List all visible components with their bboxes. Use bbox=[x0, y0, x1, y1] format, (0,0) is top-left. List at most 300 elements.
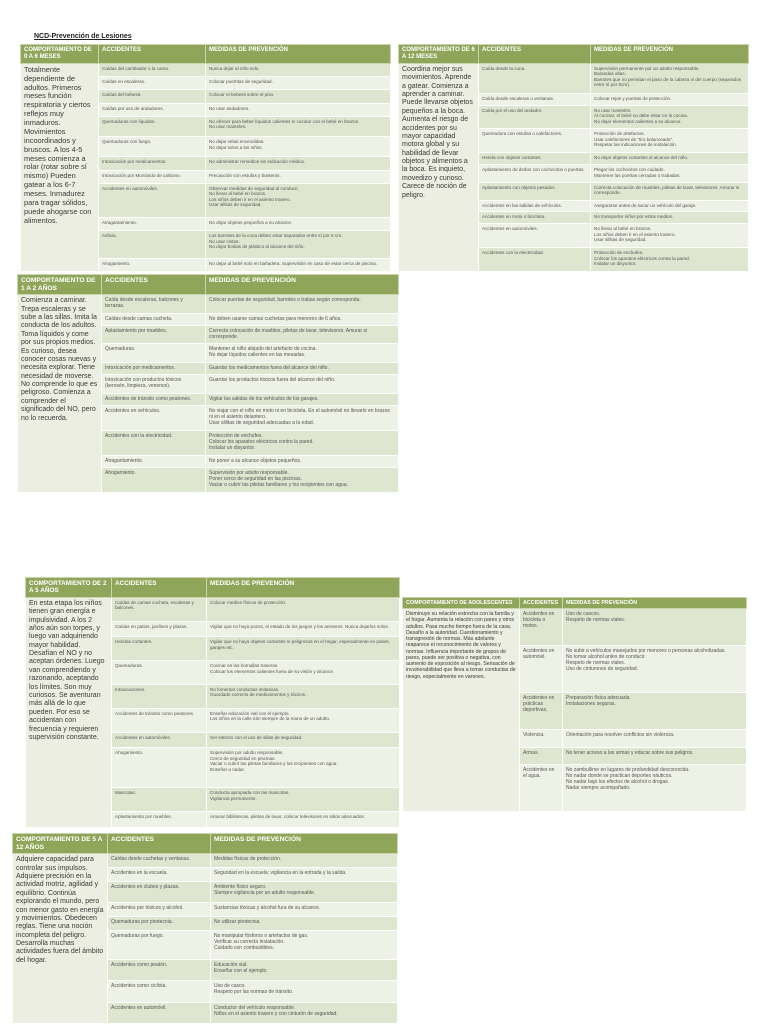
accident-cell bbox=[99, 137, 206, 157]
accident-cell bbox=[102, 467, 206, 492]
behavior-column-header: COMPORTAMIENTO DE 5 A 12 AÑOS bbox=[13, 834, 108, 854]
prevention-column-header: MEDIDAS DE PREVENCIÓN bbox=[591, 45, 749, 64]
prevention-line: Poner cerco de seguridad en las piscinas. bbox=[209, 475, 302, 482]
accident-text: Quemaduras. bbox=[115, 663, 143, 669]
prevention-line: No dejar al bebé solo en bañadera. Supervisión en caso de estar cerca de piscina. bbox=[209, 260, 378, 266]
accident-text: Herida con objetos cortantes. bbox=[482, 155, 542, 161]
accident-cell bbox=[108, 903, 211, 917]
prevention-cell bbox=[591, 129, 749, 153]
prevention-cell bbox=[211, 917, 398, 931]
prevention-line: Preparación física adecuada. bbox=[566, 694, 631, 701]
prevention-line: No nadar bajo los efectos de alcohol o drogas. bbox=[566, 779, 670, 786]
accident-cell bbox=[479, 165, 591, 183]
accident-cell bbox=[520, 765, 563, 812]
accident-cell bbox=[112, 812, 207, 828]
accident-cell bbox=[479, 153, 591, 165]
accident-cell bbox=[112, 748, 207, 788]
behavior-column-header: COMPORTAMIENTO DE 0 A 6 MESES bbox=[21, 45, 99, 64]
prevention-cell bbox=[206, 325, 399, 344]
accident-cell bbox=[479, 182, 591, 200]
accident-text: Caídas desde cuchetas y ventanas. bbox=[111, 856, 191, 863]
prevention-line: Colocar puertitas de seguridad. bbox=[209, 79, 273, 85]
prevention-line: No usar manteles. bbox=[594, 107, 632, 113]
accident-text: Accidentes en moto o bicicleta. bbox=[482, 214, 546, 220]
prevention-column-header: MEDIDAS DE PREVENCIÓN bbox=[206, 45, 391, 64]
prevention-line: Vigilancia permanente. bbox=[210, 795, 257, 801]
prevention-line: No llevar al bebé en brazos. bbox=[209, 191, 267, 197]
accident-cell bbox=[108, 1002, 211, 1023]
prevention-line: Guardar los productos tóxicos fuera del alcance del niño. bbox=[209, 376, 336, 383]
prevention-line: Usar sillitas de seguridad. bbox=[594, 237, 647, 243]
accident-text: Intoxicación por medicamentos. bbox=[102, 159, 167, 165]
accident-cell bbox=[99, 157, 206, 170]
table-row bbox=[13, 854, 398, 868]
accident-cell bbox=[479, 93, 591, 105]
prevention-line: Nadar siempre acompañado. bbox=[566, 785, 631, 792]
prevention-cell bbox=[211, 1002, 398, 1023]
prevention-line: Colocar los elementos calientes fuera de su visión y alcance. bbox=[210, 668, 335, 674]
header-row bbox=[21, 45, 391, 64]
accident-cell bbox=[99, 170, 206, 183]
prevention-cell bbox=[207, 621, 400, 637]
accident-cell bbox=[112, 621, 207, 637]
prevention-line: Cerco de seguridad en piscinas. bbox=[210, 755, 276, 761]
prevention-line: Uso de casco. bbox=[214, 983, 246, 990]
accident-cell bbox=[108, 854, 211, 868]
accident-text: Caída por el uso del andador. bbox=[482, 107, 543, 113]
behavior-description: Totalmente dependiente de adultos. Primeros meses función respiratoria y ciertos reflejos muy inmaduros. Movimientos incoordinados y bruscos. A los 4-5 meses comienza a rolar (rotar sobre sí mismo) Pueden gatear a los 6-7 meses. Inmadurez para tragar sólidos, puede ahogarse con alimentos. bbox=[21, 63, 99, 271]
accident-cell bbox=[520, 747, 563, 765]
prevention-cell bbox=[563, 609, 747, 646]
prevention-line: Amurar bibliotecas, piletas de lavar, colocar televisores en sitios adecuados. bbox=[210, 814, 365, 820]
prevention-line: Vigilar las salidas de los vehículos de los garajes. bbox=[209, 395, 319, 402]
prevention-cell bbox=[591, 63, 749, 93]
accident-cell bbox=[112, 597, 207, 621]
accident-text: Caídas del bebesit. bbox=[102, 92, 142, 98]
behavior-column-header: COMPORTAMIENTO DE 2 A 5 AÑOS bbox=[26, 578, 112, 598]
prevention-cell bbox=[206, 430, 399, 455]
document-title: NCD-Prevención de Lesiones bbox=[34, 33, 132, 40]
prevention-cell bbox=[563, 747, 747, 765]
prevention-cell bbox=[206, 362, 399, 374]
accidents-column-header: ACCIDENTES bbox=[102, 275, 206, 295]
accident-text: Accidentes de tránsito como peatones. bbox=[105, 395, 192, 402]
prevention-line: Verificar su correcta instalación. bbox=[214, 938, 285, 945]
accident-cell bbox=[520, 646, 563, 693]
accident-text: Caída desde escaleras o ventanas. bbox=[482, 95, 555, 101]
prevention-column-header: MEDIDAS DE PREVENCIÓN bbox=[211, 834, 398, 854]
accident-cell bbox=[479, 248, 591, 272]
prevention-cell bbox=[206, 313, 399, 325]
prevention-cell bbox=[206, 183, 391, 217]
accident-text: Caídas en patios, jardines y plazas. bbox=[115, 623, 188, 629]
prevention-cell bbox=[206, 455, 399, 467]
table-row bbox=[399, 63, 749, 93]
prevention-line: No usar cintas. bbox=[209, 238, 240, 244]
accident-text: Caídas en escaleras. bbox=[102, 79, 146, 85]
prevention-line: Colocar puertas de seguridad, barrotes o trabas según corresponda. bbox=[209, 297, 361, 304]
prevention-line: Respeto por las normas de tránsito. bbox=[214, 989, 294, 996]
prevention-line: No dejar elementos calientes a su alcance. bbox=[594, 118, 682, 124]
prevention-line: No dejar líquidos calientes en las mesadas. bbox=[209, 352, 306, 359]
accident-text: Aplastamiento con objetos pesados. bbox=[482, 184, 556, 190]
prevention-cell bbox=[206, 405, 399, 430]
accident-text: Mascotas. bbox=[115, 790, 136, 796]
prevention-line: No dejar objetos pequeños a su alcance. bbox=[209, 220, 293, 226]
accident-text: Accidentes en automóviles. bbox=[482, 226, 538, 232]
accident-cell bbox=[102, 313, 206, 325]
prevention-line: Usar calefactores de "tiro balanceado". bbox=[594, 136, 674, 142]
prevention-line: Guardar los medicamentos fuera del alcance del niño. bbox=[209, 364, 329, 371]
accident-text: Intoxicación con productos tóxicos (kerosén, limpieza, venenos). bbox=[105, 376, 182, 389]
accident-cell bbox=[102, 374, 206, 393]
accident-cell bbox=[99, 90, 206, 103]
prevention-cell bbox=[206, 170, 391, 183]
prevention-line: Colocar los aparatos eléctricos contra la pared. bbox=[594, 255, 691, 261]
behavior-description: Comienza a caminar. Trepa escaleras y se sube a las sillas. Imita la conducta de los adultos. Toma líquidos y come por sus propios medios. Es curioso, desea conocer cosas nuevas y necesita explorar. Tiene necesidad de moverse. No comprende lo que es peligroso. Comienza a comprender el significado del NO, pero no lo recuerda. bbox=[18, 295, 102, 493]
header-row bbox=[399, 45, 749, 64]
prevention-line: Precaución con estufas y braseros. bbox=[209, 172, 281, 178]
accident-cell bbox=[108, 930, 211, 959]
behavior-description: Coordina mejor sus movimientos. Aprende a gatear. Comienza a aprender a caminar. Puede llevarse objetos pequeños a la boca. Aumenta el riesgo de accidentes por su mayor capacidad motora global y su habilidad de llevar objetos y alimentos a la boca. Es inquieto, movedizo y curioso. Carece de noción de peligro. bbox=[399, 63, 479, 271]
accident-cell bbox=[99, 258, 206, 271]
prevention-cell bbox=[207, 732, 400, 748]
prevention-line: No deben usarse camas cuchetas para menores de 6 años. bbox=[209, 315, 342, 322]
accident-text: Accidentes en las salidas de vehículos. bbox=[482, 202, 562, 208]
accident-text: Caídas por uso de andadores. bbox=[102, 105, 164, 111]
prevention-line: Seguridad en la escuela; vigilancia en la entrada y la salida. bbox=[214, 869, 347, 876]
prevention-cell bbox=[211, 881, 398, 902]
accident-cell bbox=[108, 959, 211, 980]
accident-cell bbox=[99, 103, 206, 116]
prevention-cell bbox=[591, 248, 749, 272]
prevention-line: Respeto de normas viales. bbox=[566, 660, 626, 667]
accident-cell bbox=[479, 63, 591, 93]
prevention-cell bbox=[591, 105, 749, 129]
prevention-line: Vaciar o cubrir las piletas familiares y los recipientes con agua. bbox=[209, 481, 348, 488]
accident-text: Accidentes en automóviles. bbox=[115, 734, 171, 740]
prevention-cell bbox=[211, 981, 398, 1002]
prevention-cell bbox=[206, 467, 399, 492]
prevention-line: No nadar donde se practican deportes náuticos. bbox=[566, 773, 673, 780]
prevention-line: No subir a vehículos manejados por menores o personas alcoholizadas. bbox=[566, 648, 726, 655]
accident-cell bbox=[108, 981, 211, 1002]
prevention-cell bbox=[206, 393, 399, 405]
prevention-line: Ambiente físico seguro. bbox=[214, 883, 267, 890]
accident-cell bbox=[112, 637, 207, 661]
accident-text: Caídas del cambiador o la cama. bbox=[102, 65, 170, 71]
accident-text: Atragantamiento. bbox=[105, 457, 144, 464]
accident-cell bbox=[479, 129, 591, 153]
prevention-cell bbox=[591, 182, 749, 200]
prevention-line: Los barrotes de la cuna deben estar separados entre sí por 6 cm. bbox=[209, 233, 343, 239]
accident-text: Intoxicación por Monóxido de carbono. bbox=[102, 172, 181, 178]
prevention-line: No tomar alcohol antes de conducir. bbox=[566, 654, 646, 661]
prevention-line: Respeto de normas viales. bbox=[566, 617, 626, 624]
prevention-line: Mantener al niño alejado del artefacto de cocina. bbox=[209, 346, 317, 353]
accident-text: Accidentes como ciclista. bbox=[111, 983, 167, 990]
behavior-description: Disminuye su relación estrecha con la familia y el hogar. Aumenta la relación con pares y otros adultos. Pasa mucho tiempo fuera de la casa. Desafío a la autoridad. Cuestionamiento y transgresión de normas. Más adelante reaparece el reconocimiento de valores y normas. Influencia importante de grupos de pares, puede ser positiva o negativa, con aumento de exposición al riesgo. Sensación de invulnerabilidad que lleva a tomar conductas de riesgo, especialmente en varones. bbox=[403, 609, 520, 812]
accident-text: Caídas de camas cucheta, escaleras y balcones. bbox=[115, 599, 194, 611]
accident-text: Intoxicaciones. bbox=[115, 686, 146, 692]
header-row bbox=[403, 598, 747, 609]
accident-text: Asfixia. bbox=[102, 233, 117, 239]
prevention-line: No dejar velas encendidas. bbox=[209, 139, 265, 145]
accident-text: Caídas desde camas cucheta. bbox=[105, 315, 173, 322]
header-row bbox=[26, 578, 400, 598]
accident-cell bbox=[99, 218, 206, 231]
prevention-line: Enseñar educación vial con el ejemplo. bbox=[210, 710, 290, 716]
prevention-line: No fomentar conductas imitativas. bbox=[210, 686, 280, 692]
accident-cell bbox=[99, 77, 206, 90]
prevention-cell bbox=[563, 765, 747, 812]
prevention-cell bbox=[207, 597, 400, 621]
table-6-12-months bbox=[398, 44, 749, 272]
accident-cell bbox=[102, 325, 206, 344]
prevention-line: Colocar rejas y puertas de protección. bbox=[594, 95, 672, 101]
accident-cell bbox=[99, 231, 206, 258]
prevention-column-header: MEDIDAS DE PREVENCIÓN bbox=[563, 598, 747, 609]
prevention-line: Orientación para resolver conflictos sin violencia. bbox=[566, 731, 675, 738]
accident-cell bbox=[102, 393, 206, 405]
prevention-cell bbox=[206, 77, 391, 90]
accident-text: Quemaduras por fuego. bbox=[111, 932, 164, 939]
accident-cell bbox=[99, 183, 206, 217]
prevention-cell bbox=[206, 231, 391, 258]
prevention-line: Niños en el asiento trasero y con cinturón de seguridad. bbox=[214, 1010, 338, 1017]
prevention-cell bbox=[207, 708, 400, 732]
prevention-line: Asegurarse antes de sacar un vehículo del garaje. bbox=[594, 202, 697, 208]
prevention-line: Colocar medios físicos de protección. bbox=[210, 599, 287, 605]
prevention-line: Barandas altas. bbox=[594, 71, 626, 77]
prevention-line: Plegar los cochecitos con cuidado. bbox=[594, 167, 665, 173]
behavior-column-header: COMPORTAMIENTO DE 1 A 2 AÑOS bbox=[18, 275, 102, 295]
accident-cell bbox=[479, 200, 591, 212]
prevention-line: Observar medidas de seguridad al conducir. bbox=[209, 185, 299, 191]
accident-cell bbox=[112, 708, 207, 732]
accident-text: Quemaduras con fuego. bbox=[102, 139, 152, 145]
accident-cell bbox=[108, 917, 211, 931]
accident-cell bbox=[102, 405, 206, 430]
behavior-description: Adquiere capacidad para controlar sus impulsos. Adquiere precisión en la actividad motriz, agilidad y equilibrio. Continúa explorando el mundo, pero con menor gasto en energía y movimientos. Obedecen reglas. Tiene una noción incompleta del peligro. Desarrolla muchas actividades fuera del ámbito del hogar. bbox=[13, 854, 108, 1024]
prevention-line: No tener acceso a las armas y educar sobre sus peligros. bbox=[566, 749, 694, 756]
behavior-description: En esta etapa los niños tienen gran energía e impulsividad. A los 2 años aún son torpes, y luego van adquiriendo mayor habilidad. Desafían el NO y no aceptan órdenes. Luego van comprendiendo y razonando, aceptando los límites. Son muy curiosos. Se aventuran más allá de lo que pueden. Por eso se accidentan con frecuencia y requieren supervisión constante. bbox=[26, 597, 112, 827]
prevention-line: Medidas físicas de protección. bbox=[214, 856, 282, 863]
prevention-line: Uso de cascos. bbox=[566, 611, 601, 618]
prevention-line: Correcta colocación de muebles, piletas de lavar, televisores. Amurar si corresponde. bbox=[209, 327, 368, 340]
prevention-line: No poner a su alcance objetos pequeños. bbox=[209, 457, 302, 464]
prevention-line: Colocar el bebesit sobre el piso. bbox=[209, 92, 275, 98]
accident-text: Accidentes en la escuela. bbox=[111, 869, 168, 876]
prevention-line: No usar andadores. bbox=[209, 105, 250, 111]
prevention-column-header: MEDIDAS DE PREVENCIÓN bbox=[206, 275, 399, 295]
table-adolescents bbox=[402, 597, 747, 812]
accident-cell bbox=[102, 362, 206, 374]
prevention-line: Instalaciones seguras. bbox=[566, 700, 616, 707]
accident-text: Quemaduras por pirotecnia. bbox=[111, 919, 173, 926]
table-0-6-months bbox=[20, 44, 391, 272]
accident-text: Violencia. bbox=[523, 731, 545, 738]
prevention-cell bbox=[591, 212, 749, 224]
prevention-line: Mantener las puertas cerradas o trabadas. bbox=[594, 172, 681, 178]
prevention-line: Los niños deben ir en el asiento trasero. bbox=[209, 196, 291, 202]
prevention-cell bbox=[206, 218, 391, 231]
prevention-cell bbox=[563, 692, 747, 729]
prevention-line: Usar sillitas de seguridad adecuadas a la edad. bbox=[209, 419, 315, 426]
prevention-cell bbox=[591, 165, 749, 183]
prevention-cell bbox=[206, 258, 391, 271]
prevention-line: No manipular fósforos o artefactos de gas. bbox=[214, 932, 309, 939]
accident-text: Accidentes en el agua. bbox=[523, 767, 555, 780]
accident-cell bbox=[108, 867, 211, 881]
prevention-cell bbox=[207, 812, 400, 828]
accident-text: Accidentes con la electricidad. bbox=[482, 250, 544, 256]
accident-text: Accidentes en clubes y plazas. bbox=[111, 883, 180, 890]
accident-text: Accidentes en prácticas deportivas. bbox=[523, 694, 555, 713]
header-row bbox=[13, 834, 398, 854]
prevention-line: Supervisión por adulto responsable. bbox=[209, 469, 289, 476]
accident-cell bbox=[520, 729, 563, 747]
accident-text: Aplastamiento por muebles. bbox=[105, 327, 167, 334]
prevention-line: Vigilar que no haya objetos cortantes ni peligrosos en el hogar, especialmente en patios, garajes etc. bbox=[210, 639, 390, 650]
accident-text: Ahogamiento. bbox=[115, 750, 144, 756]
prevention-cell bbox=[206, 374, 399, 393]
prevention-line: Vigilar que no haya pozos, el estado de los juegos y los areneros. Nunca dejarlos solos. bbox=[210, 623, 389, 629]
accident-text: Heridas cortantes. bbox=[115, 639, 153, 645]
accident-text: Aplastamiento por muebles. bbox=[115, 814, 172, 820]
prevention-cell bbox=[211, 903, 398, 917]
accident-cell bbox=[112, 732, 207, 748]
accident-cell bbox=[102, 455, 206, 467]
accident-text: Ahogamiento. bbox=[105, 469, 136, 476]
accident-text: Accidentes en automóvil. bbox=[523, 648, 555, 661]
prevention-line: Cocinar en las hornallas traseras. bbox=[210, 663, 279, 669]
accident-cell bbox=[108, 881, 211, 902]
prevention-cell bbox=[207, 788, 400, 812]
prevention-line: Enseñar con el ejemplo. bbox=[214, 967, 268, 974]
prevention-line: No dejar bolsas de plástico al alcance del niño. bbox=[209, 244, 305, 250]
prevention-line: Protección de enchufes. bbox=[209, 432, 263, 439]
behavior-column-header: COMPORTAMIENTO DE 6 A 12 MESES bbox=[399, 45, 479, 64]
prevention-cell bbox=[563, 729, 747, 747]
prevention-line: Los niños deben ir en el asiento trasero. bbox=[594, 231, 676, 237]
prevention-cell bbox=[206, 137, 391, 157]
prevention-line: Siempre vigilancia por un adulto responsable. bbox=[214, 889, 316, 896]
prevention-line: Colocar los aparatos eléctricos contra la pared. bbox=[209, 438, 314, 445]
prevention-line: Sustancias tóxicas y alcohol fura de su alcance. bbox=[214, 905, 321, 912]
table-row bbox=[21, 63, 391, 76]
prevention-line: Uso de cinturones de seguridad. bbox=[566, 666, 638, 673]
prevention-line: No dejar objetos cortantes al alcance del niño. bbox=[594, 155, 689, 161]
prevention-line: Conducta apropiada con las mascotas. bbox=[210, 790, 290, 796]
prevention-cell bbox=[207, 637, 400, 661]
accidents-column-header: ACCIDENTES bbox=[520, 598, 563, 609]
prevention-line: No administrar remedios sin indicación médica. bbox=[209, 159, 306, 165]
prevention-line: Protección de artefactos. bbox=[594, 131, 645, 137]
accident-cell bbox=[102, 295, 206, 314]
prevention-line: Instalar un disyuntor. bbox=[594, 261, 637, 267]
prevention-line: Educación vial. bbox=[214, 961, 248, 968]
prevention-cell bbox=[591, 93, 749, 105]
prevention-cell bbox=[563, 646, 747, 693]
prevention-cell bbox=[206, 157, 391, 170]
prevention-cell bbox=[591, 224, 749, 248]
accident-cell bbox=[520, 692, 563, 729]
prevention-line: Correcta colocación de muebles, piletas de lavar, televisores. Amurar si corresponde. bbox=[594, 184, 740, 196]
accident-text: Accidentes en automóviles. bbox=[102, 185, 158, 191]
table-1-2-years bbox=[17, 274, 399, 493]
accident-text: Quemaduras. bbox=[105, 346, 136, 353]
accident-cell bbox=[102, 430, 206, 455]
prevention-line: No dejar solos a los niños. bbox=[209, 144, 263, 150]
prevention-line: Guardado correcto de medicamentos y tóxicos. bbox=[210, 692, 307, 698]
accident-text: Atragantamiento. bbox=[102, 220, 137, 226]
prevention-cell bbox=[206, 63, 391, 76]
prevention-line: No ofrecer para beber líquidos calientes ni cocinar con el bebé en brazos. bbox=[209, 118, 360, 124]
prevention-line: Supervisión permanente por un adulto responsable. bbox=[594, 65, 700, 71]
table-row bbox=[403, 609, 747, 646]
prevention-line: No usar manteles. bbox=[209, 124, 247, 130]
prevention-line: Al cocinar, el bebé no debe estar en la cocina. bbox=[594, 113, 688, 119]
prevention-line: Vaciar o cubrir las piletas familiares y los recipientes con agua. bbox=[210, 761, 338, 767]
prevention-line: Supervisión por adulto responsable. bbox=[210, 750, 284, 756]
prevention-line: No zambullirse en lugares de profundidad desconocida. bbox=[566, 767, 690, 774]
prevention-cell bbox=[211, 930, 398, 959]
prevention-cell bbox=[211, 867, 398, 881]
accident-cell bbox=[479, 105, 591, 129]
prevention-line: Respetar las indicaciones de instalación. bbox=[594, 142, 677, 148]
accident-text: Armas. bbox=[523, 749, 539, 756]
prevention-line: Protección de enchufes. bbox=[594, 250, 644, 256]
accident-text: Caída desde la cuna. bbox=[482, 65, 526, 71]
accident-cell bbox=[99, 116, 206, 136]
accident-text: Quemaduras con líquidos. bbox=[102, 118, 156, 124]
accident-text: Accidentes en vehículos. bbox=[105, 407, 161, 414]
accident-text: Accidentes de tránsito como peatones. bbox=[115, 710, 195, 716]
prevention-line: Los niños en la calle irán siempre de la mano de un adulto. bbox=[210, 716, 331, 722]
accident-text: Aplastamiento de dedos con cochecitos o puertas. bbox=[482, 167, 585, 173]
accident-cell bbox=[479, 212, 591, 224]
accident-cell bbox=[520, 609, 563, 646]
prevention-cell bbox=[206, 344, 399, 363]
accident-text: Accidentes por tóxicos y alcohol. bbox=[111, 905, 184, 912]
prevention-line: No llevar al bebé en brazos. bbox=[594, 226, 652, 232]
prevention-cell bbox=[211, 854, 398, 868]
accident-text: Accidentes como peatón. bbox=[111, 961, 168, 968]
accident-cell bbox=[112, 684, 207, 708]
accident-cell bbox=[112, 661, 207, 685]
table-5-12-years bbox=[12, 833, 398, 1024]
accident-text: Ahogamiento. bbox=[102, 260, 131, 266]
prevention-column-header: MEDIDAS DE PREVENCIÓN bbox=[207, 578, 400, 598]
prevention-cell bbox=[207, 661, 400, 685]
prevention-cell bbox=[591, 153, 749, 165]
prevention-line: Instalar un disyuntor. bbox=[209, 444, 256, 451]
table-row bbox=[18, 295, 399, 314]
prevention-line: Conductor del vehículo responsable. bbox=[214, 1004, 296, 1011]
table-row bbox=[26, 597, 400, 621]
prevention-cell bbox=[211, 959, 398, 980]
prevention-cell bbox=[206, 295, 399, 314]
accident-text: Quemadura con estufas o calefactores. bbox=[482, 131, 563, 137]
prevention-cell bbox=[207, 684, 400, 708]
prevention-line: No utilizar pirotecnia. bbox=[214, 919, 261, 926]
accident-cell bbox=[112, 788, 207, 812]
prevention-cell bbox=[206, 103, 391, 116]
accident-cell bbox=[479, 224, 591, 248]
accident-cell bbox=[102, 344, 206, 363]
accident-text: Intoxicación por medicamentos. bbox=[105, 364, 176, 371]
